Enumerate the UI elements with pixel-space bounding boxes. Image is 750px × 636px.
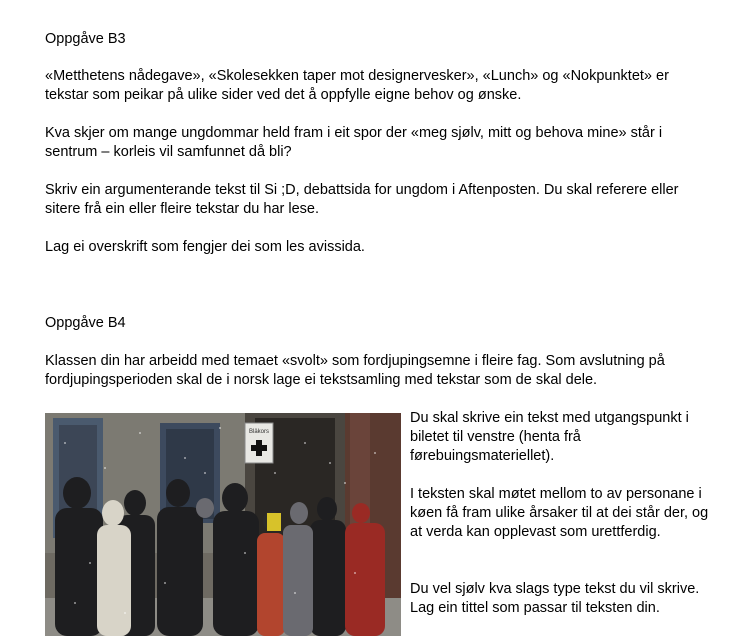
b4-text-type-instruction: Du vel sjølv kva slags type tekst du vil skrive. Lag ein tittel som passar til teksten din.: [410, 581, 700, 616]
queue-photo: [45, 413, 401, 636]
b4-intro: Klassen din har arbeidd med temaet «svolt» som fordjupingsemne i fleire fag. Som avslutning på fordjupingsperioden skal de i norsk lage ei tekstsamling med tekstar som de skal dele.: [45, 353, 665, 388]
b3-heading: Oppgåve B3: [45, 31, 126, 47]
sign-text: Bläkors: [248, 429, 270, 435]
b3-task: Skriv ein argumenterande tekst til Si ;D, debattsida for ungdom i Aftenposten. Du skal referere eller sitere frå ein eller fleire tekstar du har lese.: [45, 182, 679, 217]
b4-photo-instruction: Du skal skrive ein tekst med utgangspunkt i biletet til venstre (henta frå førebuingsmateriellet).: [410, 410, 689, 464]
b3-headline-instruction: Lag ei overskrift som fengjer dei som les avissida.: [45, 239, 365, 255]
document-page: [45, 0, 709, 636]
b3-intro: «Metthetens nådegave», «Skolesekken taper mot designervesker», «Lunch» og «Nokpunktet» er tekstar som peikar på ulike sider ved det å oppfylle eigne behov og ønske.: [45, 68, 669, 103]
b4-meeting-instruction: I teksten skal møtet mellom to av personane i køen få fram ulike årsaker til at dei står der, og at verda kan opplevast som urettferdig.: [410, 486, 709, 540]
b4-heading: Oppgåve B4: [45, 315, 126, 331]
b3-question: Kva skjer om mange ungdommar held fram i eit spor der «meg sjølv, mitt og behova mine» står i sentrum – korleis vil samfunnet då bli?: [45, 125, 663, 160]
